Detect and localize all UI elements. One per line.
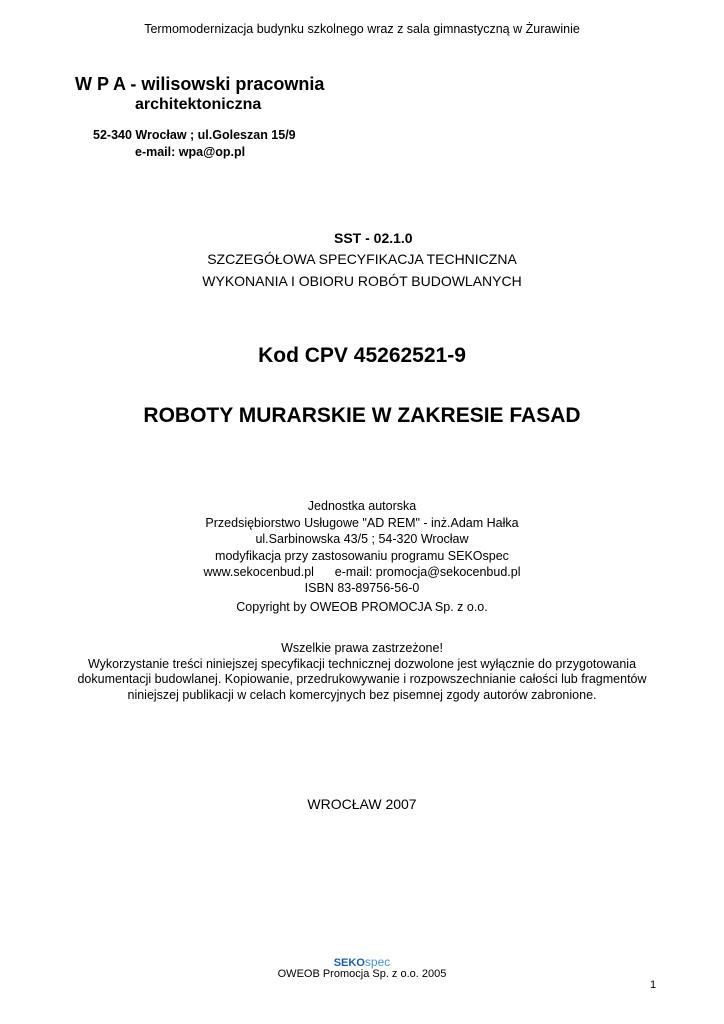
firm-name-continued: architektoniczna <box>135 96 262 113</box>
firm-email: e-mail: wpa@op.pl <box>135 145 246 159</box>
author-line: Przedsiębiorstwo Usługowe "AD REM" - inż.Adam Hałka <box>205 515 519 530</box>
firm-name: W P A - wilisowski pracownia <box>75 74 325 94</box>
rights-line: niniejszej publikacji w celach komercyjnych bez pisemnej zgody autorów zabronione. <box>127 687 597 702</box>
author-line: Jednostka autorska <box>307 499 417 513</box>
firm-address: 52-340 Wrocław ; ul.Goleszan 15/9 <box>93 128 296 142</box>
author-line: ul.Sarbinowska 43/5 ; 54-320 Wrocław <box>255 532 469 546</box>
page-header: Termomodernizacja budynku szkolnego wraz z sala gimnastyczną w Żurawinie <box>144 22 580 36</box>
spec-title-line2: WYKONANIA I OBIORU ROBÓT BUDOWLANYCH <box>202 273 522 289</box>
rights-notice <box>0 641 724 703</box>
city-year: WROCŁAW 2007 <box>307 796 417 812</box>
rights-line: Wszelkie prawa zastrzeżone! <box>281 641 443 655</box>
logo-bold-text: SEKO <box>333 957 365 969</box>
spec-title-line1: SZCZEGÓŁOWA SPECYFIKACJA TECHNICZNA <box>207 251 517 267</box>
author-block <box>0 498 724 581</box>
document-title: ROBOTY MURARSKIE W ZAKRESIE FASAD <box>143 404 581 427</box>
page-number: 1 <box>650 979 657 991</box>
cpv-code: Kod CPV 45262521-9 <box>258 344 466 367</box>
rights-line: dokumentacji budowlanej. Kopiowanie, przedrukowywanie i rozpowszechnianie całości lub fragmentów <box>77 672 647 686</box>
logo-light-text: spec <box>364 955 391 969</box>
copyright: Copyright by OWEOB PROMOCJA Sp. z o.o. <box>236 600 488 614</box>
sekospec-logo <box>0 955 724 969</box>
spec-code: SST - 02.1.0 <box>334 230 413 246</box>
isbn: ISBN 83-89756-56-0 <box>304 581 420 595</box>
rights-line: Wykorzystanie treści niniejszej specyfikacji technicznej dozwolone jest wyłącznie do przygotowania <box>87 656 637 671</box>
footer-publisher: OWEOB Promocja Sp. z o.o. 2005 <box>277 968 447 980</box>
author-line: www.sekocenbud.pl e-mail: promocja@sekocenbud.pl <box>203 565 521 579</box>
author-line: modyfikacja przy zastosowaniu programu SEKOspec <box>215 548 509 563</box>
